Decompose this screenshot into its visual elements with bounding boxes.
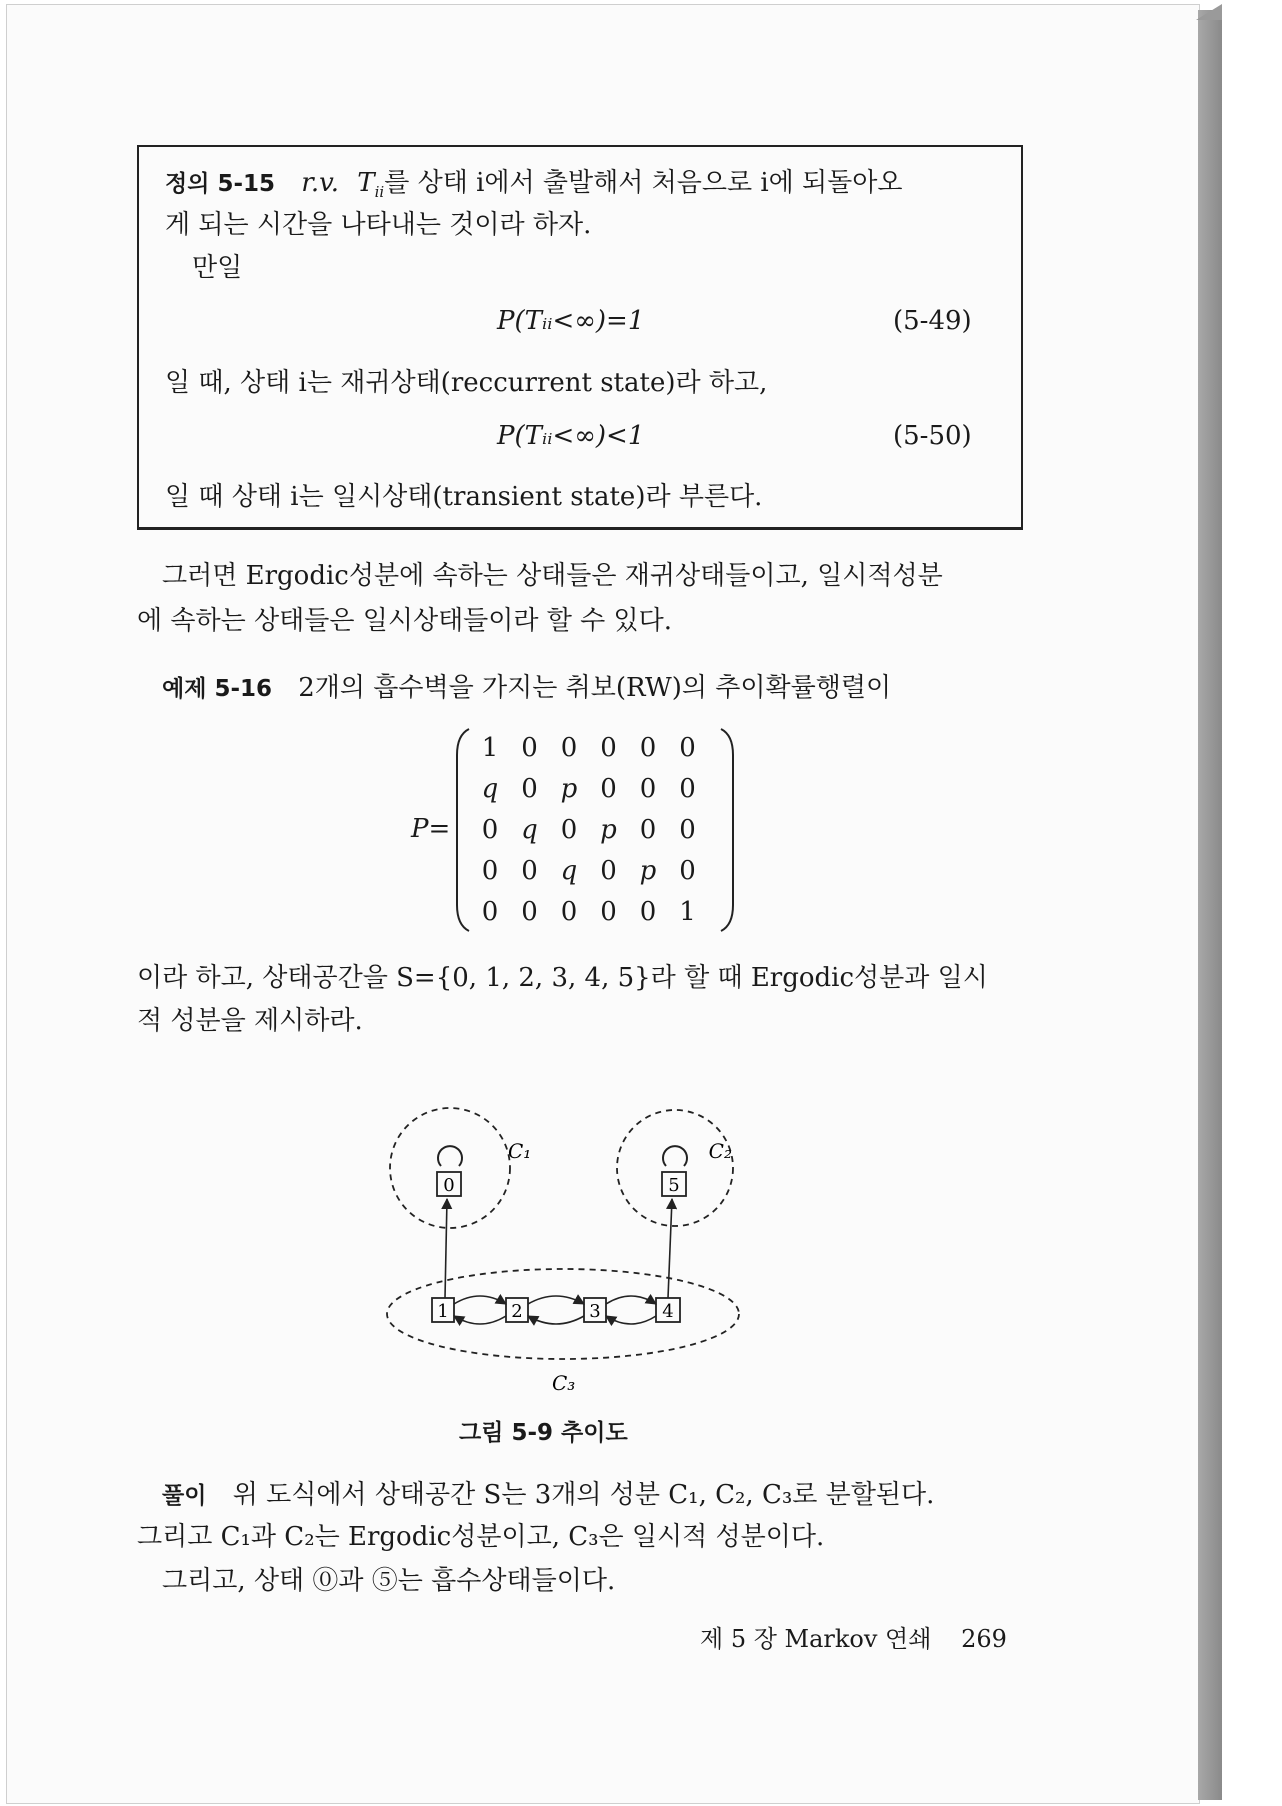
- state-label-3: 3: [589, 1301, 601, 1322]
- definition-line-2: 게 되는 시간을 나타내는 것이라 하자.: [165, 210, 592, 240]
- state-label-1: 1: [437, 1301, 449, 1322]
- component-label-c1: C₁: [508, 1139, 532, 1163]
- equation-number-5-49: (5-49): [893, 306, 972, 336]
- definition-var: T: [357, 168, 375, 198]
- matrix-cell: 0: [600, 897, 617, 927]
- equation-5-50: P(Tᵢᵢ<∞)<1: [497, 421, 645, 451]
- definition-var-sub: ii: [374, 183, 385, 202]
- example-label: 예제 5-16: [162, 676, 272, 702]
- matrix-cell: 0: [639, 733, 657, 763]
- paragraph-line-2: 에 속하는 상태들은 일시상태들이라 할 수 있다.: [137, 606, 673, 636]
- state-label-4: 4: [662, 1301, 674, 1322]
- matrix-cell: 0: [521, 856, 538, 886]
- matrix-cell: 0: [600, 774, 617, 804]
- matrix-cell: 0: [481, 856, 499, 886]
- matrix-cell: 0: [560, 897, 578, 927]
- example-text: 2개의 흡수벽을 가지는 취보(RW)의 추이확률행렬이: [298, 673, 892, 703]
- matrix-cell: 0: [639, 897, 657, 927]
- arrow-1-to-2: [454, 1296, 506, 1304]
- definition-rv: r.v.: [301, 168, 339, 198]
- matrix-cell: 0: [521, 733, 538, 763]
- example-line: [162, 673, 891, 704]
- page-edge-corner: [1196, 4, 1222, 20]
- matrix-lhs: P=: [411, 814, 451, 844]
- matrix-cell: 0: [679, 815, 696, 845]
- arrow-4-to-5: [668, 1199, 672, 1298]
- arrow-3-to-4: [606, 1296, 656, 1304]
- solution-line-1: [162, 1480, 934, 1511]
- matrix-cell: 0: [639, 774, 657, 804]
- matrix-cell: q: [481, 774, 499, 804]
- component-c1-boundary: [390, 1108, 510, 1228]
- definition-line-4: 일 때, 상태 i는 재귀상태(reccurrent state)라 하고,: [165, 368, 768, 398]
- component-c2-boundary: [617, 1110, 733, 1226]
- paragraph-line-1: 그러면 Ergodic성분에 속하는 상태들은 재귀상태들이고, 일시적성분: [162, 561, 943, 591]
- solution-line-3: 그리고, 상태 ⓪과 ⑤는 흡수상태들이다.: [162, 1566, 616, 1596]
- matrix-cell: p: [600, 815, 617, 845]
- equation-5-49: P(Tᵢᵢ<∞)=1: [497, 306, 645, 336]
- matrix-cell: 0: [560, 733, 578, 763]
- definition-line-1: [165, 168, 903, 201]
- matrix-cell: 0: [639, 815, 657, 845]
- state-label-5: 5: [668, 1175, 680, 1196]
- matrix-cell: 0: [679, 733, 696, 763]
- example-after-line-2: 적 성분을 제시하라.: [137, 1006, 363, 1036]
- state-label-0: 0: [443, 1175, 455, 1196]
- matrix-cell: 0: [679, 856, 696, 886]
- matrix-cell: 0: [481, 815, 499, 845]
- definition-box: [137, 145, 1023, 530]
- footer-chapter: 제 5 장 Markov 연쇄: [700, 1625, 932, 1653]
- state-label-2: 2: [511, 1301, 523, 1322]
- matrix-cell: 0: [521, 774, 538, 804]
- arrow-3-to-2: [528, 1316, 584, 1324]
- definition-label: 정의 5-15: [165, 171, 275, 197]
- figure-caption: 그림 5-9 추이도: [459, 1420, 628, 1446]
- matrix-cell: 0: [481, 897, 499, 927]
- solution-line-1-text: 위 도식에서 상태공간 S는 3개의 성분 C₁, C₂, C₃로 분할된다.: [232, 1480, 935, 1510]
- equation-number-5-50: (5-50): [893, 421, 972, 451]
- transition-diagram: [380, 1100, 740, 1400]
- arrow-1-to-0: [445, 1199, 447, 1298]
- definition-line-3: 만일: [192, 253, 243, 283]
- component-label-c3: C₃: [552, 1371, 576, 1395]
- matrix-cell: 0: [600, 733, 617, 763]
- matrix-cell: 0: [521, 897, 538, 927]
- self-loop-0: [438, 1146, 462, 1166]
- matrix-cell: q: [521, 815, 538, 845]
- page-number: 269: [961, 1625, 1007, 1653]
- matrix-cell: 0: [600, 856, 617, 886]
- arrow-4-to-3: [606, 1316, 656, 1324]
- matrix-cell: 1: [481, 733, 499, 763]
- arrow-2-to-3: [528, 1296, 584, 1304]
- arrow-2-to-1: [454, 1316, 506, 1324]
- matrix-cell: q: [560, 856, 578, 886]
- example-after-line-1: 이라 하고, 상태공간을 S={0, 1, 2, 3, 4, 5}라 할 때 Ergodic성분과 일시: [137, 963, 988, 993]
- running-footer: [700, 1625, 1007, 1654]
- self-loop-5: [663, 1146, 687, 1166]
- matrix-cell: p: [639, 856, 657, 886]
- component-label-c2: C₂: [708, 1139, 732, 1163]
- solution-label: 풀이: [162, 1483, 207, 1509]
- definition-line-5: 일 때 상태 i는 일시상태(transient state)라 부른다.: [165, 482, 763, 512]
- solution-line-2: 그리고 C₁과 C₂는 Ergodic성분이고, C₃은 일시적 성분이다.: [137, 1522, 825, 1552]
- matrix-cell: p: [560, 774, 578, 804]
- matrix-cell: 0: [560, 815, 578, 845]
- definition-line1-rest: 를 상태 i에서 출발해서 처음으로 i에 되돌아오: [384, 168, 903, 198]
- page-edge-shadow: [1198, 10, 1222, 1800]
- matrix-cell: 0: [679, 774, 696, 804]
- matrix-cell: 1: [679, 897, 696, 927]
